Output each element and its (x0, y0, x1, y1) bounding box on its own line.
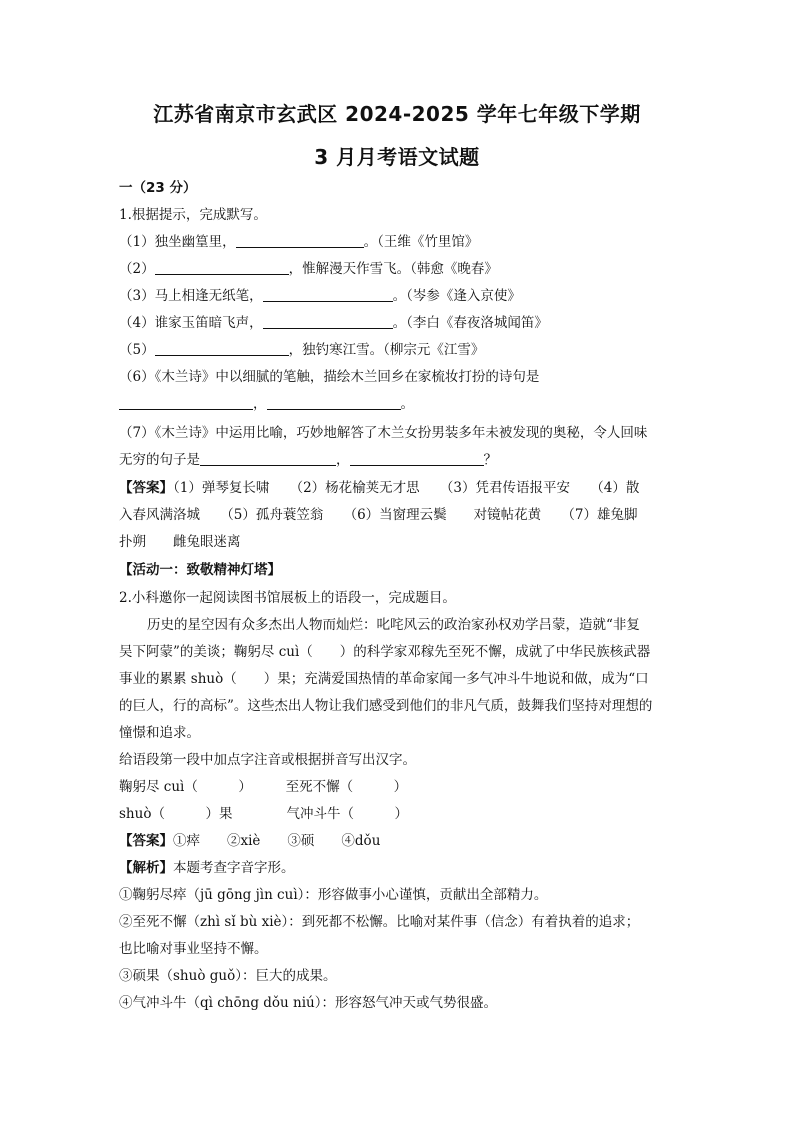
q2-passage-line: 憧憬和追求。 (119, 725, 200, 741)
analysis-tag: 【解析】 (119, 860, 173, 876)
q1-item-6-blanks (119, 395, 679, 413)
answer-blank[interactable] (267, 395, 401, 410)
q1-item-2-text: （2） (119, 261, 155, 277)
question-mark: ？ (483, 452, 497, 468)
q1-item-3-source: 。（岑参《逢入京使》 (392, 288, 521, 304)
answer-tag: 【答案】 (119, 480, 173, 496)
activity-heading: 【活动一：致敬精神灯塔】 (119, 562, 281, 578)
answer-tag: 【答案】 (119, 833, 173, 849)
comma: ， (253, 396, 267, 412)
q2-passage-line: 历史的星空因有众多杰出人物而灿烂：叱咤风云的政治家孙权劝学吕蒙，造就“非复 (147, 617, 640, 633)
q1-answer-line-3: 扑朔 雌兔眼迷离 (119, 534, 241, 550)
q2-analysis-item-2-cont: 也比喻对事业坚持不懈。 (119, 941, 268, 957)
q2-passage-line: 的巨人，行的高标”。这些杰出人物让我们感受到他们的非凡气质，鼓舞我们坚持对理想的 (119, 698, 653, 714)
exam-title-line1: 江苏省南京市玄武区 2024-2025 学年七年级下学期 (153, 102, 641, 126)
q2-analysis-item-3: ③硕果（shuò guǒ）：巨大的成果。 (119, 968, 337, 984)
q1-item-3 (119, 287, 679, 305)
period: 。 (400, 396, 414, 412)
q2-passage-line: 吴下阿蒙”的美谈；鞠躬尽 cuì（ ）的科学家邓稼先至死不懈，成就了中华民族核武器 (119, 644, 651, 660)
q1-answer-line-1 (119, 479, 679, 497)
q2-answer (119, 832, 679, 850)
q2-analysis-item-2: ②至死不懈（zhì sǐ bù xiè）：到死都不松懈。比喻对某件事（信念）有着执着的追求； (119, 914, 640, 930)
q1-item-7: （7）《木兰诗》中运用比喻，巧妙地解答了木兰女扮男装多年未被发现的奥秘，令人回味 (119, 425, 648, 441)
q1-item-5 (119, 341, 679, 359)
answer-blank[interactable] (263, 287, 393, 302)
q2-fill-line-1[interactable]: 鞠躬尽 cuì（ ） 至死不懈（ ） (119, 779, 408, 795)
q1-answer-text: （1）弹琴复长啸 （2）杨花榆荚无才思 （3）凭君传语报平安 （4）散 (173, 480, 640, 496)
q1-answer-line-2: 入春风满洛城 （5）孤舟蓑笠翁 （6）当窗理云鬓 对镜帖花黄 （7）雄兔脚 (119, 507, 638, 523)
q1-item-7-prefix: 无穷的句子是 (119, 452, 200, 468)
q1-stem: 1.根据提示，完成默写。 (119, 207, 267, 223)
q1-item-7-blanks (119, 451, 679, 469)
answer-blank[interactable] (119, 395, 253, 410)
q2-fill-line-2[interactable]: shuò（ ）果 气冲斗牛（ ） (119, 806, 408, 822)
q2-analysis-item-4: ④气冲斗牛（qì chōng dǒu niú）：形容怒气冲天或气势很盛。 (119, 995, 497, 1011)
q1-item-4-text: （4）谁家玉笛暗飞声， (119, 315, 263, 331)
comma: ， (336, 452, 350, 468)
answer-blank[interactable] (236, 233, 364, 248)
section-heading: 一（23 分） (119, 180, 197, 196)
q2-answer-text: ①瘁 ②xiè ③硕 ④dǒu (173, 833, 381, 849)
q2-analysis-text: 本题考查字音字形。 (173, 860, 295, 876)
q2-stem: 2.小科邀你一起阅读图书馆展板上的语段一，完成题目。 (119, 590, 456, 606)
q1-item-4 (119, 314, 679, 332)
q1-item-6: （6）《木兰诗》中以细腻的笔触，描绘木兰回乡在家梳妆打扮的诗句是 (119, 369, 540, 385)
answer-blank[interactable] (350, 451, 484, 466)
q2-task: 给语段第一段中加点字注音或根据拼音写出汉字。 (119, 752, 416, 768)
q1-item-2 (119, 260, 679, 278)
q1-item-1-source: 。（王维《竹里馆》 (363, 234, 479, 250)
q1-item-5-source: ，独钓寒江雪。（柳宗元《江雪》 (288, 342, 485, 358)
q1-item-5-text: （5） (119, 342, 155, 358)
answer-blank[interactable] (263, 314, 393, 329)
q1-item-4-source: 。（李白《春夜洛城闻笛》 (392, 315, 548, 331)
q1-item-1-text: （1）独坐幽篁里， (119, 234, 236, 250)
q2-analysis (119, 859, 679, 877)
answer-blank[interactable] (155, 260, 289, 275)
q2-analysis-item-1: ①鞠躬尽瘁（jū gōng jìn cuì）：形容做事小心谨慎，贡献出全部精力。 (119, 887, 548, 903)
answer-blank[interactable] (200, 451, 336, 466)
answer-blank[interactable] (155, 341, 289, 356)
exam-title-line2: 3 月月考语文试题 (314, 145, 480, 169)
q1-item-3-text: （3）马上相逢无纸笔， (119, 288, 263, 304)
q1-item-1 (119, 233, 679, 251)
q2-passage-line: 事业的累累 shuò（ ）果；充满爱国热情的革命家闻一多气冲斗牛地说和做，成为“口 (119, 671, 649, 687)
q1-item-2-source: ，惟解漫天作雪飞。（韩愈《晚春》 (288, 261, 498, 277)
